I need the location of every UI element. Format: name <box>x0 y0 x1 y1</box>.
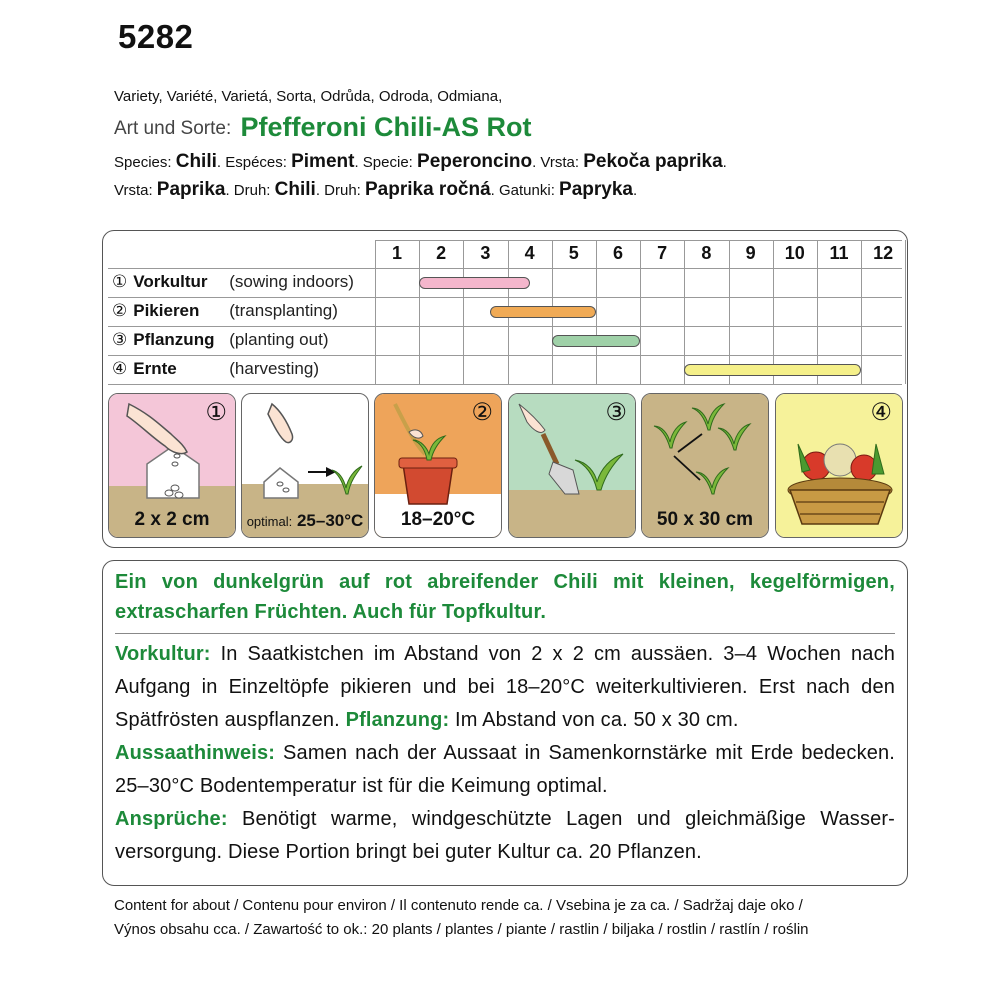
ansprueche-text: Benötigt warme, windgeschützte Lagen und gleichmäßige Wasser-versorgung. Diese Portion bringt bei guter Kultur ca. 20 Pflanzen. <box>115 808 895 863</box>
activity-en: (planting out) <box>229 330 329 349</box>
month-header: 8 <box>701 243 712 263</box>
month-header: 4 <box>524 243 535 263</box>
panel-potting <box>374 393 502 538</box>
species-key: . Druh: <box>315 182 361 199</box>
species-value: Paprika ročná <box>365 179 491 200</box>
calendar-bar <box>552 335 640 347</box>
panel-planting <box>508 393 636 538</box>
month-header: 6 <box>612 243 623 263</box>
calendar-row-label <box>112 272 354 292</box>
panel-label: 2 x 2 cm <box>134 509 210 530</box>
species-line-1 <box>114 151 727 173</box>
grid-line <box>905 240 906 384</box>
month-header: 10 <box>784 243 805 263</box>
species-key: . Espéces: <box>216 154 287 171</box>
calendar-bar <box>684 364 861 376</box>
cultivation-text <box>115 638 895 869</box>
pflanzung-text: Im Abstand von ca. 50 x 30 cm. <box>449 709 739 731</box>
step-number: ② <box>112 301 128 320</box>
month-header: 7 <box>657 243 668 263</box>
activity-de: Vorkultur <box>133 272 208 291</box>
step-number: ④ <box>112 359 128 378</box>
grid-line <box>375 240 902 241</box>
variety-languages: Variety, Variété, Varietá, Sorta, Odrůda, Odroda, Odmiana, <box>114 88 503 105</box>
month-header: 9 <box>745 243 756 263</box>
species-key: . Druh: <box>225 182 271 199</box>
month-header: 11 <box>829 243 849 263</box>
species-value: Peperoncino <box>417 151 533 172</box>
activity-de: Pflanzung <box>133 330 215 349</box>
step-number: ③ <box>112 330 128 349</box>
ansprueche-heading: Ansprüche: <box>115 808 228 830</box>
grid-line <box>108 297 902 298</box>
step-number: ① <box>112 272 128 291</box>
panel-harvest <box>775 393 903 538</box>
month-header: 3 <box>480 243 491 263</box>
activity-en: (harvesting) <box>229 359 320 378</box>
species-value: Chili <box>274 179 316 200</box>
variety-line <box>114 110 532 141</box>
calendar-row-label <box>112 330 328 350</box>
grid-line <box>108 268 902 269</box>
month-header: 5 <box>568 243 579 263</box>
species-value: Paprika <box>156 179 226 200</box>
species-key: Vrsta: <box>114 182 153 199</box>
activity-de: Ernte <box>133 359 177 378</box>
month-header: 1 <box>391 243 402 263</box>
month-header: 2 <box>436 243 447 263</box>
divider <box>115 633 895 634</box>
species-value: Piment <box>291 151 355 172</box>
species-key: . Gatunki: <box>490 182 555 199</box>
species-line-2 <box>114 179 637 201</box>
step-circle: ④ <box>870 399 892 426</box>
grid-line <box>108 384 902 385</box>
vorkultur-text: In Saatkistchen im Abstand von 2 x 2 cm aussäen. 3–4 Wochen nach Aufgang in Einzeltöpfe pikieren und bei 18–20°C weiterkultivieren. Erst nach den Spätfrösten auspflanzen. <box>115 643 895 731</box>
optimal-prefix: optimal: <box>246 514 293 529</box>
step-circle: ③ <box>605 399 627 426</box>
species-key: . Vrsta: <box>532 154 580 171</box>
product-code: 5282 <box>118 18 194 55</box>
activity-en: (transplanting) <box>229 301 338 320</box>
month-header: 12 <box>873 243 894 263</box>
footer-content-line: Content for about / Contenu pour environ / Il contenuto rende ca. / Vsebina je za ca. / Sadržaj daje oko / <box>114 897 803 914</box>
calendar-row-label <box>112 301 338 321</box>
art-label: Art und Sorte: <box>114 118 232 139</box>
activity-de: Pikieren <box>133 301 200 320</box>
panel-spacing <box>641 393 769 538</box>
species-value: Chili <box>175 151 217 172</box>
vorkultur-heading: Vorkultur: <box>115 643 211 665</box>
panel-sowing <box>108 393 236 538</box>
pflanzung-heading: Pflanzung: <box>345 709 450 731</box>
step-circle: ① <box>205 399 227 426</box>
temperature-label: 25–30°C <box>296 511 364 530</box>
step-circle: ② <box>471 399 493 426</box>
aussaat-heading: Aussaathinweis: <box>115 742 276 764</box>
footer-yield-line: Výnos obsahu cca. / Zawartość to ok.: 20 plants / plantes / piante / rastlin / biljaka / rostlin / rastlín / roślin <box>114 921 809 938</box>
variety-intro: Ein von dunkelgrün auf rot abreifender Chili mit kleinen, kegelförmigen, extrascharfen Früchten. Auch für Topfkultur. <box>115 571 895 623</box>
activity-en: (sowing indoors) <box>229 272 354 291</box>
grid-line <box>108 355 902 356</box>
species-key: Species: <box>114 154 172 171</box>
aussaat-text: Samen nach der Aussaat in Samenkornstärke mit Erde bedecken. 25–30°C Bodentemperatur ist für die Keimung optimal. <box>115 742 895 797</box>
calendar-bar <box>419 277 530 289</box>
description-box <box>102 560 908 886</box>
panel-label <box>242 511 368 531</box>
calendar-bar <box>490 306 596 318</box>
grid-line <box>108 326 902 327</box>
species-end: . <box>633 182 638 199</box>
species-value: Pekoča paprika <box>583 151 723 172</box>
species-value: Papryka <box>559 179 633 200</box>
panel-label: 18–20°C <box>400 509 476 530</box>
panel-label: 50 x 30 cm <box>656 509 754 530</box>
calendar-row-label <box>112 359 319 379</box>
species-end: . <box>722 154 727 171</box>
panel-germination <box>241 393 369 538</box>
variety-name: Pfefferoni Chili-AS Rot <box>240 112 532 142</box>
species-key: . Specie: <box>354 154 413 171</box>
